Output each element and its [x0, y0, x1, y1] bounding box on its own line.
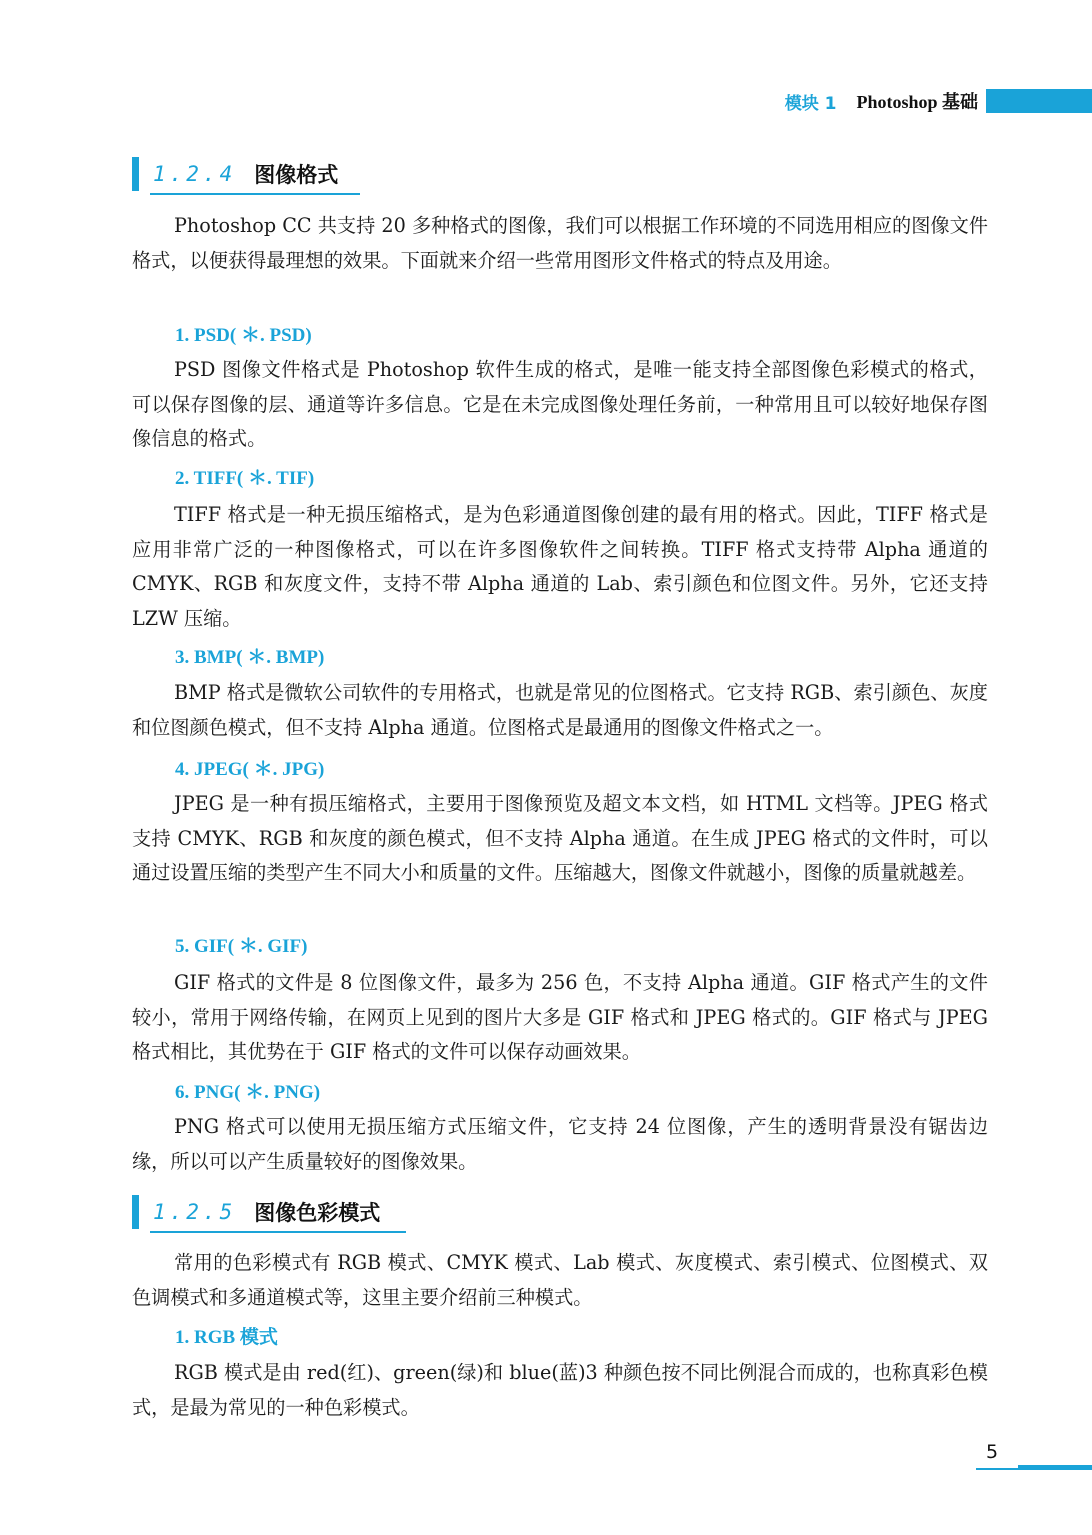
page-number: 5: [986, 1441, 999, 1463]
subsection-heading: 5. GIF( ＊. GIF): [175, 936, 308, 957]
header-accent-bar: [986, 89, 1092, 113]
subsection-paragraph: GIF 格式的文件是 8 位图像文件，最多为 256 色，不支持 Alpha 通道。GIF 格式产生的文件较小，常用于网络传输，在网页上见到的图片大多是 GIF 格式和 JPEG 格式的。GIF 格式与 JPEG 格式相比，其优势在于 GIF 格式的文件可以保存动画效果。: [132, 971, 988, 1064]
subsection-heading: 1. RGB 模式: [175, 1327, 278, 1348]
subsection-paragraph: BMP 格式是微软公司软件的专用格式，也就是常见的位图格式。它支持 RGB、索引颜色、灰度和位图颜色模式，但不支持 Alpha 通道。位图格式是最通用的图像文件格式之一。: [132, 681, 988, 739]
section-number: 1.2.4: [153, 162, 237, 186]
running-header: [785, 88, 1092, 114]
subsection-paragraph: PNG 格式可以使用无损压缩方式压缩文件，它支持 24 位图像，产生的透明背景没有锯齿边缘，所以可以产生质量较好的图像效果。: [132, 1115, 988, 1173]
chapter-title: Photoshop 基础: [856, 92, 978, 112]
section-number: 1.2.5: [153, 1200, 237, 1224]
section-title: 图像色彩模式: [254, 1201, 381, 1225]
subsection-heading: 2. TIFF( ＊. TIF): [175, 468, 315, 489]
subsection-paragraph: PSD 图像文件格式是 Photoshop 软件生成的格式，是唯一能支持全部图像色彩模式的格式，可以保存图像的层、通道等许多信息。它是在未完成图像处理任务前，一种常用且可以较好地保存图像信息的格式。: [132, 358, 988, 451]
subsection-heading: 3. BMP( ＊. BMP): [175, 647, 325, 668]
subsection-heading: 6. PNG( ＊. PNG): [175, 1082, 321, 1103]
section-heading: [132, 1195, 380, 1229]
section-marker: [132, 157, 139, 191]
section-underline: [150, 1231, 406, 1233]
section-heading: [132, 157, 338, 191]
section-intro: Photoshop CC 共支持 20 多种格式的图像，我们可以根据工作环境的不同选用相应的图像文件格式，以便获得最理想的效果。下面就来介绍一些常用图形文件格式的特点及用途。: [132, 214, 988, 272]
section-intro: 常用的色彩模式有 RGB 模式、CMYK 模式、Lab 模式、灰度模式、索引模式、位图模式、双色调模式和多通道模式等，这里主要介绍前三种模式。: [132, 1251, 988, 1309]
section-underline: [150, 193, 360, 195]
section-title: 图像格式: [254, 163, 339, 187]
subsection-heading: 4. JPEG( ＊. JPG): [175, 759, 325, 780]
subsection-paragraph: JPEG 是一种有损压缩格式，主要用于图像预览及超文本文档，如 HTML 文档等。JPEG 格式支持 CMYK、RGB 和灰度的颜色模式，但不支持 Alpha 通道。在生成 JPEG 格式的文件时，可以通过设置压缩的类型产生不同大小和质量的文件。压缩越大，图像文件就越小，图像的质量就越差。: [132, 792, 988, 885]
section-marker: [132, 1195, 139, 1229]
module-label: 模块 1: [784, 93, 837, 114]
subsection-paragraph: TIFF 格式是一种无损压缩格式，是为色彩通道图像创建的最有用的格式。因此，TIFF 格式是应用非常广泛的一种图像格式，可以在许多图像软件之间转换。TIFF 格式支持带 Alpha 通道的 CMYK、RGB 和灰度文件，支持不带 Alpha 通道的 Lab、索引颜色和位图文件。另外，它还支持 LZW 压缩。: [132, 503, 988, 630]
subsection-heading: 1. PSD( ＊. PSD): [175, 325, 312, 346]
footer-accent-bar: [1018, 1465, 1092, 1470]
subsection-paragraph: RGB 模式是由 red(红)、green(绿)和 blue(蓝)3 种颜色按不同比例混合而成的，也称真彩色模式，是最为常见的一种色彩模式。: [132, 1361, 988, 1419]
